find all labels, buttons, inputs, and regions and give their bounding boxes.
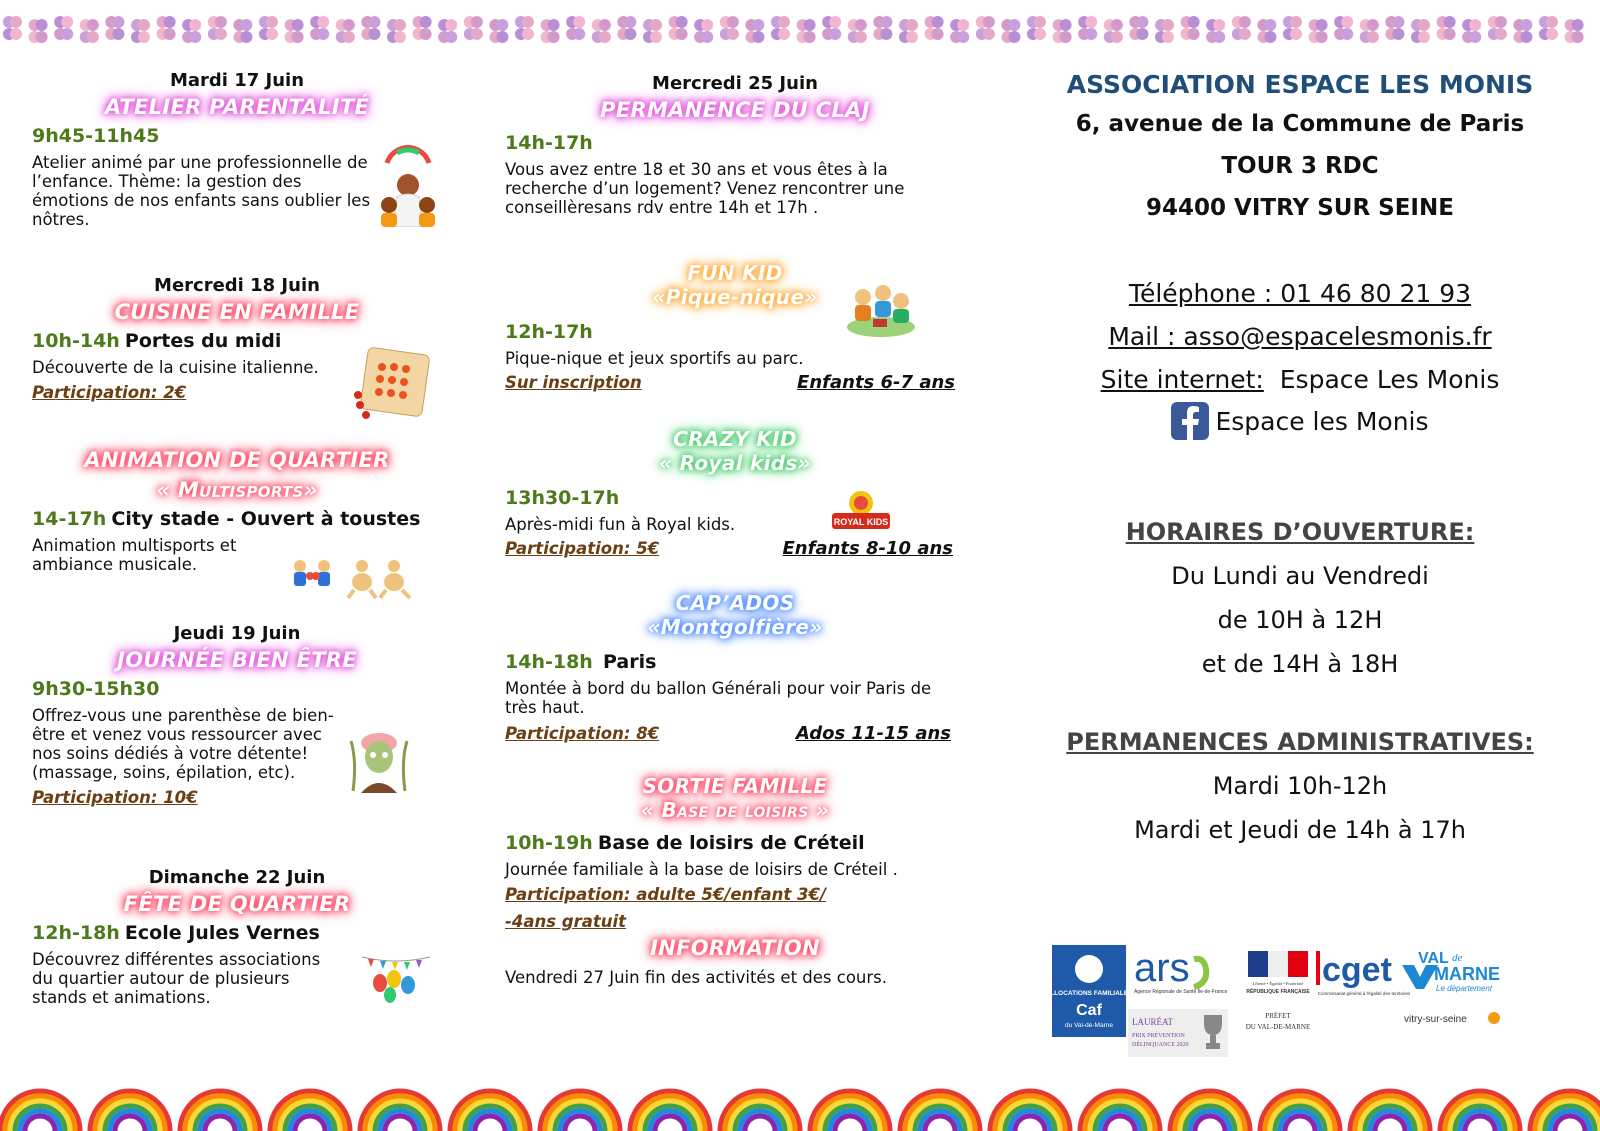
- balloon-decoration: [727, 16, 739, 28]
- balloon-decoration: [1239, 28, 1251, 40]
- balloon-decoration: [624, 16, 636, 28]
- balloon-decoration: [317, 16, 329, 28]
- balloon-decoration: [496, 31, 508, 43]
- column-middle: [505, 70, 965, 1006]
- laureat-prevention-badge: [1128, 1009, 1228, 1057]
- royal-kids-logo: [830, 489, 892, 535]
- association-name: ASSOCIATION ESPACE LES MONIS: [1066, 70, 1534, 99]
- balloon-decoration: [292, 31, 304, 43]
- caf-logo-text-1: ALLOCATIONS FAMILIALES: [1052, 990, 1133, 997]
- balloon-decoration: [804, 19, 816, 31]
- event-subtitle: « Multisports»: [156, 478, 318, 502]
- laureat-text-1: LAURÉAT: [1132, 1017, 1173, 1027]
- balloon-decoration: [522, 28, 534, 40]
- event-participation-extra: -4ans gratuit: [505, 912, 627, 931]
- balloon-decoration: [471, 16, 483, 28]
- vitry-logo-text: vitry-sur-seine: [1404, 1014, 1467, 1025]
- balloon-decoration: [752, 19, 764, 31]
- admin-permanence-morning: Mardi 10h-12h: [1212, 772, 1388, 800]
- balloon-decoration: [983, 16, 995, 28]
- balloon-decoration: [1239, 16, 1251, 28]
- balloon-decoration: [804, 31, 816, 43]
- rainbow-decoration: [295, 1116, 325, 1131]
- event-title: SORTIE FAMILLE: [642, 774, 828, 798]
- balloon-decoration: [292, 19, 304, 31]
- admin-permanences-title: PERMANENCES ADMINISTRATIVES:: [1066, 728, 1534, 756]
- balloon-decoration: [1392, 16, 1404, 28]
- balloon-decoration: [932, 28, 944, 40]
- facebook-line[interactable]: [1040, 402, 1560, 440]
- balloon-decoration: [1162, 19, 1174, 31]
- balloon-decoration: [394, 19, 406, 31]
- laureat-text-3: DÉLINQUANCE 2020: [1132, 1042, 1189, 1048]
- event-age: Ados 11-15 ans: [795, 723, 951, 744]
- website-link[interactable]: Espace Les Monis: [1279, 365, 1500, 394]
- balloon-decoration: [1085, 16, 1097, 28]
- balloon-decoration: [1418, 19, 1430, 31]
- balloon-decoration: [829, 28, 841, 40]
- balloon-border-top: [0, 0, 1600, 62]
- event-title: PERMANENCE DU CLAJ: [600, 98, 870, 122]
- balloon-decoration: [1060, 31, 1072, 43]
- balloon-decoration: [573, 16, 585, 28]
- partner-logos-svg: [1052, 943, 1567, 1058]
- caf-logo-text-3: du Val-de-Marne: [1065, 1022, 1113, 1029]
- balloon-decoration: [752, 31, 764, 43]
- event-sortie-famille: [505, 774, 965, 944]
- event-fun-kid: [505, 261, 965, 421]
- balloon-decoration: [1444, 28, 1456, 40]
- ars-logo-text: ars: [1134, 946, 1190, 990]
- event-day: Mardi 17 Juin: [169, 70, 305, 91]
- ars-logo: [1134, 946, 1228, 995]
- event-place: Paris: [603, 651, 657, 673]
- event-participation: Participation: 2€: [32, 383, 187, 402]
- address-city: 94400 VITRY SUR SEINE: [1146, 195, 1454, 221]
- balloon-decoration: [36, 19, 48, 31]
- facebook-icon: [1171, 402, 1209, 440]
- rainbow-decoration: [1285, 1116, 1315, 1131]
- balloon-decoration: [1264, 31, 1276, 43]
- balloon-decoration: [1316, 19, 1328, 31]
- balloon-decoration: [1034, 16, 1046, 28]
- event-participation: Participation: 8€: [505, 724, 660, 743]
- balloon-decoration: [1188, 16, 1200, 28]
- balloon-decoration: [343, 19, 355, 31]
- rf-motto: Liberté • Égalité • Fraternité: [1252, 981, 1304, 986]
- event-subtitle: «Pique-nique»: [652, 285, 818, 309]
- event-day: Mercredi 18 Juin: [154, 275, 320, 296]
- balloon-decoration: [701, 31, 713, 43]
- event-age: Enfants 8-10 ans: [782, 538, 953, 559]
- admin-permanence-afternoon: Mardi et Jeudi de 14h à 17h: [1134, 816, 1466, 844]
- event-time: 12h-17h: [505, 321, 593, 343]
- event-day: Dimanche 22 Juin: [148, 867, 326, 888]
- balloon-decoration: [932, 16, 944, 28]
- event-time: 14-17h: [32, 508, 107, 530]
- event-description: Offrez-vous une parenthèse de bien-être et venez vous ressourcer avec nos soins dédiés à votre détente! (massage, soins, épilation, etc).: [32, 706, 334, 782]
- partner-logos: [1052, 943, 1567, 1058]
- balloon-decoration: [855, 31, 867, 43]
- balloon-decoration: [10, 28, 22, 40]
- balloon-decoration: [880, 16, 892, 28]
- balloon-decoration: [573, 28, 585, 40]
- event-fete-de-quartier: [32, 867, 442, 1037]
- balloon-decoration: [880, 28, 892, 40]
- balloon-decoration: [1469, 19, 1481, 31]
- balloon-decoration: [215, 28, 227, 40]
- balloon-decoration: [1316, 31, 1328, 43]
- event-place: City stade - Ouvert à toustes: [111, 508, 421, 530]
- balloon-decoration: [10, 16, 22, 28]
- balloon-decoration: [1060, 19, 1072, 31]
- cget-logo-text: cget: [1322, 951, 1392, 989]
- event-description: Découverte de la cuisine italienne.: [32, 358, 319, 377]
- balloon-decoration: [829, 16, 841, 28]
- balloon-decoration: [1008, 31, 1020, 43]
- balloon-decoration: [1572, 19, 1584, 31]
- balloon-decoration: [1008, 19, 1020, 31]
- prefet-text-1: PRÉFET: [1265, 1012, 1291, 1020]
- balloon-decoration: [599, 31, 611, 43]
- balloon-decoration: [1546, 28, 1558, 40]
- balloon-decoration: [189, 31, 201, 43]
- balloon-decoration: [1111, 31, 1123, 43]
- vdm-text-1: VAL: [1418, 950, 1449, 967]
- event-journee-bien-etre: [32, 623, 442, 863]
- balloon-decoration: [445, 19, 457, 31]
- event-time: 13h30-17h: [505, 487, 620, 509]
- event-place: Base de loisirs de Créteil: [597, 832, 865, 854]
- rainbow-decoration: [835, 1116, 865, 1131]
- party-balloons-icon: [360, 951, 432, 1011]
- balloon-decoration: [548, 31, 560, 43]
- vdm-text-de: de: [1452, 952, 1463, 964]
- cget-logo: [1316, 951, 1411, 996]
- event-description: Découvrez différentes associations du quartier autour de plusieurs stands et animations.: [32, 950, 321, 1007]
- balloon-decoration: [1418, 31, 1430, 43]
- balloon-decoration: [266, 28, 278, 40]
- event-time: 12h-18h: [32, 922, 120, 944]
- event-participation: Sur inscription: [505, 373, 642, 392]
- event-day: Mercredi 25 Juin: [652, 73, 818, 94]
- event-animation-de-quartier: [32, 448, 442, 603]
- event-time: 10h-19h: [505, 832, 593, 854]
- event-title: CRAZY KID: [673, 427, 797, 451]
- balloon-decoration: [1213, 19, 1225, 31]
- parent-children-icon: [377, 145, 439, 227]
- caf-logo-text-2: Caf: [1076, 1002, 1102, 1019]
- balloon-decoration: [1111, 19, 1123, 31]
- event-age: Enfants 6-7 ans: [797, 372, 955, 393]
- balloon-decoration: [1495, 28, 1507, 40]
- balloon-decoration: [1392, 28, 1404, 40]
- cget-logo-subtext: Commissariat général à l'égalité des territoires: [1317, 991, 1411, 996]
- event-description: Animation multisports et ambiance musicale.: [32, 536, 237, 574]
- event-participation: Participation: 10€: [32, 788, 198, 807]
- prefet-text-2: DU VAL-DE-MARNE: [1245, 1023, 1311, 1031]
- balloon-decoration: [676, 16, 688, 28]
- event-description: Vous avez entre 18 et 30 ans et vous êtes à la recherche d’un logement? Venez rencontrer une conseillèresans rdv entre 14h et 17h .: [505, 160, 905, 217]
- balloon-decoration: [394, 31, 406, 43]
- sports-people-icon: [290, 556, 424, 600]
- rainbow-decoration: [1465, 1116, 1495, 1131]
- balloon-decoration: [164, 16, 176, 28]
- event-title: FÊTE DE QUARTIER: [123, 892, 351, 916]
- rainbow-decoration: [565, 1116, 595, 1131]
- balloon-decoration: [957, 19, 969, 31]
- balloon-decoration: [1546, 16, 1558, 28]
- event-title: ATELIER PARENTALITÉ: [104, 95, 370, 119]
- balloon-decoration: [317, 28, 329, 40]
- laureat-text-2: PRIX PRÉVENTION: [1132, 1033, 1185, 1039]
- event-time: 10h-14h: [32, 330, 120, 352]
- balloon-decoration: [343, 31, 355, 43]
- balloon-decoration: [266, 16, 278, 28]
- balloon-decoration: [778, 28, 790, 40]
- event-day: Jeudi 19 Juin: [173, 623, 301, 644]
- vitry-sur-seine-logo: [1404, 1012, 1500, 1025]
- balloon-decoration: [368, 16, 380, 28]
- rainbow-border-bottom: [0, 1080, 1600, 1131]
- balloon-decoration: [624, 28, 636, 40]
- event-title: FUN KID: [687, 261, 783, 285]
- address-building: TOUR 3 RDC: [1221, 153, 1379, 179]
- rainbow-decoration: [925, 1116, 955, 1131]
- facebook-page-name: Espace les Monis: [1215, 406, 1429, 436]
- event-place: Portes du midi: [124, 330, 282, 352]
- event-participation: Participation: adulte 5€/enfant 3€/: [505, 885, 826, 904]
- balloon-decoration: [1085, 28, 1097, 40]
- balloon-decoration: [138, 19, 150, 31]
- balloon-decoration: [87, 19, 99, 31]
- opening-hours-afternoon: et de 14H à 18H: [1201, 650, 1399, 678]
- event-title: CAP’ADOS: [675, 591, 795, 615]
- balloon-decoration: [87, 31, 99, 43]
- event-permanence-claj: [505, 73, 965, 253]
- event-description: Pique-nique et jeux sportifs au parc.: [505, 349, 804, 368]
- balloon-decoration: [471, 28, 483, 40]
- balloon-decoration: [1290, 16, 1302, 28]
- balloon-decoration: [164, 28, 176, 40]
- balloon-decoration: [1367, 31, 1379, 43]
- balloon-decoration: [368, 28, 380, 40]
- column-left: [32, 70, 442, 1037]
- event-title: INFORMATION: [650, 936, 820, 960]
- event-title: ANIMATION DE QUARTIER: [84, 448, 390, 472]
- spa-face-mask-icon: [347, 721, 411, 793]
- balloon-decoration: [1469, 31, 1481, 43]
- rainbow-decoration: [655, 1116, 685, 1131]
- balloon-decoration: [1572, 31, 1584, 43]
- balloon-decoration: [778, 16, 790, 28]
- balloon-decoration: [420, 16, 432, 28]
- balloon-decoration: [1188, 28, 1200, 40]
- royal-kids-logo-text: ROYAL KIDS: [833, 517, 889, 527]
- event-description: Journée familiale à la base de loisirs de Créteil .: [505, 860, 898, 879]
- balloon-decoration: [240, 31, 252, 43]
- pizza-icon: [352, 345, 432, 423]
- balloon-decoration: [906, 31, 918, 43]
- balloon-decoration: [1367, 19, 1379, 31]
- website-label: Site internet:: [1100, 365, 1264, 394]
- balloon-decoration: [1520, 19, 1532, 31]
- event-description: Montée à bord du ballon Générali pour voir Paris de très haut.: [505, 679, 932, 717]
- phone-number[interactable]: Téléphone : 01 46 80 21 93: [1128, 279, 1472, 308]
- balloon-decoration: [1520, 31, 1532, 43]
- caf-logo: [1052, 945, 1133, 1037]
- balloon-decoration: [36, 31, 48, 43]
- event-cap-ados: [505, 591, 965, 766]
- rainbow-decoration: [1375, 1116, 1405, 1131]
- balloon-decoration: [1136, 16, 1148, 28]
- balloon-decoration: [1264, 19, 1276, 31]
- event-cuisine-en-famille: [32, 275, 442, 440]
- balloon-decoration: [112, 16, 124, 28]
- balloon-decoration: [1136, 28, 1148, 40]
- balloon-decoration: [1290, 28, 1302, 40]
- balloon-decoration: [855, 19, 867, 31]
- balloon-decoration: [957, 31, 969, 43]
- balloon-decoration: [496, 19, 508, 31]
- rainbow-decoration: [385, 1116, 415, 1131]
- balloon-decoration: [548, 19, 560, 31]
- rainbow-decoration: [1015, 1116, 1045, 1131]
- balloon-decoration: [1034, 28, 1046, 40]
- event-time: 9h45-11h45: [32, 125, 160, 147]
- balloon-decoration: [138, 31, 150, 43]
- balloon-decoration: [445, 31, 457, 43]
- vdm-text-3: Le département: [1436, 984, 1493, 993]
- balloon-decoration: [727, 28, 739, 40]
- opening-hours-morning: de 10H à 12H: [1217, 606, 1383, 634]
- balloon-decoration: [599, 19, 611, 31]
- balloon-decoration: [906, 19, 918, 31]
- rainbow-decoration: [115, 1116, 145, 1131]
- republique-francaise-logo: [1246, 951, 1311, 1031]
- balloon-decoration: [420, 28, 432, 40]
- rf-name: RÉPUBLIQUE FRANÇAISE: [1246, 989, 1310, 995]
- event-time: 14h-17h: [505, 132, 593, 154]
- balloon-decoration: [1444, 16, 1456, 28]
- rainbow-decoration: [1555, 1116, 1585, 1131]
- vdm-text-2: MARNE: [1434, 964, 1500, 984]
- event-subtitle: «Montgolfière»: [647, 615, 823, 639]
- address-street: 6, avenue de la Commune de Paris: [1075, 111, 1525, 137]
- balloon-decoration: [61, 28, 73, 40]
- val-de-marne-logo: [1402, 950, 1500, 993]
- email-address[interactable]: Mail : asso@espacelesmonis.fr: [1108, 322, 1492, 351]
- balloon-decoration: [1341, 28, 1353, 40]
- column-right: [1040, 70, 1560, 844]
- balloon-decoration: [650, 31, 662, 43]
- event-description: Vendredi 27 Juin fin des activités et des cours.: [505, 968, 888, 987]
- balloon-decoration: [983, 28, 995, 40]
- event-subtitle: « Royal kids»: [659, 451, 811, 475]
- event-place: Ecole Jules Vernes: [124, 922, 320, 944]
- event-title: JOURNÉE BIEN ÊTRE: [117, 648, 357, 672]
- rainbow-decoration: [205, 1116, 235, 1131]
- event-subtitle: « Base de loisirs »: [640, 798, 830, 822]
- rainbow-decoration: [745, 1116, 775, 1131]
- balloon-decoration: [61, 16, 73, 28]
- balloon-decoration: [1341, 16, 1353, 28]
- balloon-decoration: [650, 19, 662, 31]
- balloon-decoration: [215, 16, 227, 28]
- opening-hours-title: HORAIRES D’OUVERTURE:: [1125, 518, 1475, 546]
- balloon-decoration: [240, 19, 252, 31]
- balloon-decoration: [522, 16, 534, 28]
- ars-logo-subtext: Agence Régionale de Santé Île-de-France: [1134, 989, 1228, 995]
- event-description: Atelier animé par une professionnelle de l’enfance. Thème: la gestion des émotions de nos enfants sans oublier les nôtres.: [32, 153, 371, 229]
- balloon-decoration: [189, 19, 201, 31]
- event-atelier-parentalite: [32, 70, 442, 245]
- balloon-decoration: [701, 19, 713, 31]
- event-participation: Participation: 5€: [505, 539, 660, 558]
- event-title: CUISINE EN FAMILLE: [114, 300, 360, 324]
- event-time: 9h30-15h30: [32, 678, 160, 700]
- rainbow-decoration: [25, 1116, 55, 1131]
- balloon-decoration: [676, 28, 688, 40]
- balloon-decoration: [1213, 31, 1225, 43]
- rainbow-decoration: [1195, 1116, 1225, 1131]
- event-crazy-kid: [505, 427, 965, 587]
- picnic-kids-icon: [845, 281, 917, 339]
- event-description: Après-midi fun à Royal kids.: [505, 515, 736, 534]
- rainbow-decoration: [1105, 1116, 1135, 1131]
- balloon-decoration: [1495, 16, 1507, 28]
- event-time: 14h-18h: [505, 651, 593, 673]
- event-information: [505, 936, 965, 1006]
- website-line: [1040, 365, 1560, 394]
- opening-days: Du Lundi au Vendredi: [1171, 562, 1429, 590]
- balloon-decoration: [112, 28, 124, 40]
- rainbow-decoration: [475, 1116, 505, 1131]
- balloon-decoration: [1162, 31, 1174, 43]
